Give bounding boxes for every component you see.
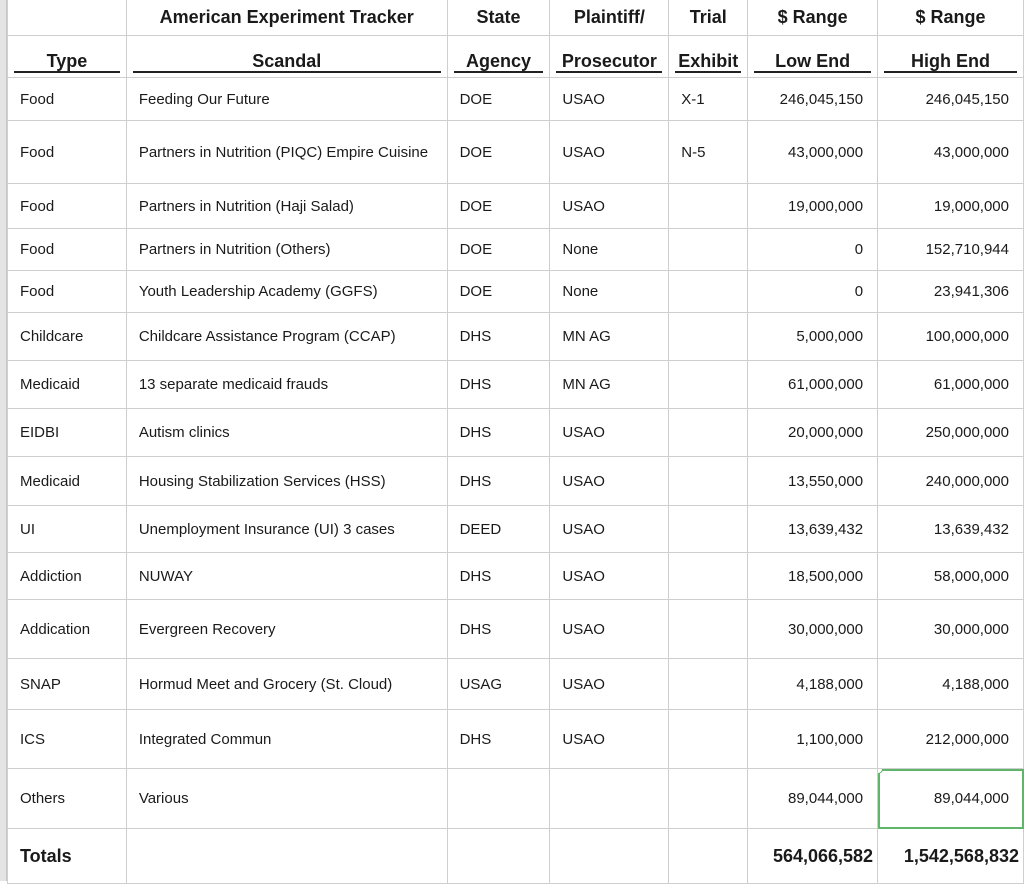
cell-exhibit[interactable] (669, 361, 748, 409)
header-cell[interactable]: Trial (669, 0, 748, 36)
cell-low-end[interactable]: 1,100,000 (748, 710, 878, 769)
cell-scandal[interactable]: NUWAY (126, 553, 447, 600)
cell-plaintiff[interactable]: None (550, 271, 669, 313)
cell-high-end[interactable]: 250,000,000 (878, 409, 1024, 457)
cell-high-end[interactable]: 23,941,306 (878, 271, 1024, 313)
cell-type[interactable]: Addiction (8, 553, 127, 600)
header-high-end[interactable] (878, 36, 1024, 78)
cell-type[interactable]: Food (8, 78, 127, 121)
cell-plaintiff[interactable]: USAO (550, 506, 669, 553)
header-label: Type (14, 51, 120, 73)
cell-exhibit[interactable] (669, 769, 748, 829)
cell-exhibit[interactable]: X-1 (669, 78, 748, 121)
cell-exhibit[interactable] (669, 600, 748, 659)
cell-exhibit[interactable] (669, 457, 748, 506)
table-row (8, 409, 1024, 457)
cell-low-end[interactable]: 18,500,000 (748, 553, 878, 600)
table-row (8, 553, 1024, 600)
cell-scandal[interactable]: Housing Stabilization Services (HSS) (126, 457, 447, 506)
cell-scandal[interactable]: Youth Leadership Academy (GGFS) (126, 271, 447, 313)
cell-scandal[interactable]: Integrated Commun (126, 710, 447, 769)
cell-exhibit[interactable] (669, 271, 748, 313)
cell-low-end[interactable]: 19,000,000 (748, 184, 878, 229)
cell-exhibit[interactable] (669, 409, 748, 457)
cell-scandal[interactable]: Partners in Nutrition (PIQC) Empire Cuisine (126, 121, 447, 184)
cell-high-end[interactable]: 240,000,000 (878, 457, 1024, 506)
header-label: Prosecutor (556, 51, 662, 73)
totals-label[interactable]: Totals (8, 829, 127, 884)
cell-plaintiff[interactable] (550, 769, 669, 829)
cell-type[interactable]: Addication (8, 600, 127, 659)
cell-high-end[interactable]: 19,000,000 (878, 184, 1024, 229)
cell-low-end[interactable]: 13,639,432 (748, 506, 878, 553)
tracker-table (7, 0, 1024, 884)
selected-cell-high-end[interactable]: 89,044,000 (878, 769, 1024, 829)
cell-exhibit[interactable] (669, 506, 748, 553)
cell-empty[interactable] (126, 829, 447, 884)
cell-low-end[interactable]: 61,000,000 (748, 361, 878, 409)
cell-agency[interactable]: DOE (447, 78, 550, 121)
table-row (8, 457, 1024, 506)
cell-agency[interactable]: DHS (447, 313, 550, 361)
table-row (8, 600, 1024, 659)
cell-agency[interactable]: DOE (447, 229, 550, 271)
cell-low-end[interactable]: 5,000,000 (748, 313, 878, 361)
totals-row (8, 829, 1024, 884)
cell-scandal[interactable]: Childcare Assistance Program (CCAP) (126, 313, 447, 361)
total-low-end[interactable]: 564,066,582 (748, 829, 878, 884)
cell-high-end[interactable]: 30,000,000 (878, 600, 1024, 659)
table-row (8, 121, 1024, 184)
header-prosecutor[interactable] (550, 36, 669, 78)
cell-scandal[interactable]: Autism clinics (126, 409, 447, 457)
cell-plaintiff[interactable]: MN AG (550, 361, 669, 409)
header-cell[interactable]: Plaintiff/ (550, 0, 669, 36)
selection-handle-icon[interactable] (878, 769, 884, 775)
header-label: High End (884, 51, 1017, 73)
cell-high-end[interactable]: 13,639,432 (878, 506, 1024, 553)
cell-exhibit[interactable] (669, 184, 748, 229)
cell-type[interactable]: ICS (8, 710, 127, 769)
cell-plaintiff[interactable]: USAO (550, 409, 669, 457)
cell-plaintiff[interactable]: USAO (550, 78, 669, 121)
cell-scandal[interactable]: Feeding Our Future (126, 78, 447, 121)
cell-exhibit[interactable]: N-5 (669, 121, 748, 184)
header-cell[interactable]: $ Range (878, 0, 1024, 36)
cell-type[interactable]: Others (8, 769, 127, 829)
cell-low-end[interactable]: 246,045,150 (748, 78, 878, 121)
cell-exhibit[interactable] (669, 313, 748, 361)
cell-low-end[interactable]: 13,550,000 (748, 457, 878, 506)
header-low-end[interactable] (748, 36, 878, 78)
header-cell[interactable]: $ Range (748, 0, 878, 36)
cell-scandal[interactable]: Evergreen Recovery (126, 600, 447, 659)
cell-low-end[interactable]: 89,044,000 (748, 769, 878, 829)
cell-agency[interactable] (447, 769, 550, 829)
cell-low-end[interactable]: 30,000,000 (748, 600, 878, 659)
cell-plaintiff[interactable]: USAO (550, 457, 669, 506)
header-exhibit[interactable] (669, 36, 748, 78)
table-row (8, 361, 1024, 409)
cell-low-end[interactable]: 4,188,000 (748, 659, 878, 710)
table-row (8, 659, 1024, 710)
cell-agency[interactable]: DHS (447, 600, 550, 659)
cell-plaintiff[interactable]: USAO (550, 121, 669, 184)
cell-high-end[interactable]: 61,000,000 (878, 361, 1024, 409)
cell-type[interactable]: Medicaid (8, 361, 127, 409)
cell-plaintiff[interactable]: MN AG (550, 313, 669, 361)
cell-low-end[interactable]: 20,000,000 (748, 409, 878, 457)
cell-agency[interactable]: DHS (447, 553, 550, 600)
cell-exhibit[interactable] (669, 229, 748, 271)
cell-empty[interactable] (447, 829, 550, 884)
cell-exhibit[interactable] (669, 659, 748, 710)
table-row (8, 313, 1024, 361)
cell-empty[interactable] (550, 829, 669, 884)
cell-agency[interactable]: DHS (447, 361, 550, 409)
cell-low-end[interactable]: 0 (748, 229, 878, 271)
header-agency[interactable] (447, 36, 550, 78)
table-row (8, 229, 1024, 271)
cell-type[interactable]: Food (8, 121, 127, 184)
table-title[interactable]: American Experiment Tracker (126, 0, 447, 36)
cell-type[interactable]: Childcare (8, 313, 127, 361)
header-label: Exhibit (675, 51, 741, 73)
table-row (8, 769, 1024, 829)
cell-plaintiff[interactable]: USAO (550, 659, 669, 710)
cell-type[interactable]: Food (8, 184, 127, 229)
cell-agency[interactable]: USAG (447, 659, 550, 710)
cell-exhibit[interactable] (669, 553, 748, 600)
cell-low-end[interactable]: 0 (748, 271, 878, 313)
cell-plaintiff[interactable]: USAO (550, 600, 669, 659)
cell-type[interactable]: UI (8, 506, 127, 553)
cell-exhibit[interactable] (669, 710, 748, 769)
cell-high-end[interactable]: 152,710,944 (878, 229, 1024, 271)
cell-high-end[interactable]: 58,000,000 (878, 553, 1024, 600)
cell-agency[interactable]: DHS (447, 457, 550, 506)
table-row (8, 710, 1024, 769)
cell-scandal[interactable]: Various (126, 769, 447, 829)
cell-scandal[interactable]: 13 separate medicaid frauds (126, 361, 447, 409)
header-row-2 (8, 36, 1024, 78)
header-type[interactable] (8, 36, 127, 78)
cell-agency[interactable]: DEED (447, 506, 550, 553)
header-scandal[interactable] (126, 36, 447, 78)
cell-scandal[interactable]: Unemployment Insurance (UI) 3 cases (126, 506, 447, 553)
cell-agency[interactable]: DOE (447, 271, 550, 313)
cell-high-end[interactable]: 246,045,150 (878, 78, 1024, 121)
cell-plaintiff[interactable]: USAO (550, 553, 669, 600)
cell-low-end[interactable]: 43,000,000 (748, 121, 878, 184)
cell-high-end[interactable]: 212,000,000 (878, 710, 1024, 769)
header-label: Scandal (133, 51, 441, 73)
cell-high-end[interactable]: 4,188,000 (878, 659, 1024, 710)
header-cell[interactable] (8, 0, 127, 36)
table-row (8, 184, 1024, 229)
cell-type[interactable]: Medicaid (8, 457, 127, 506)
cell-scandal[interactable]: Hormud Meet and Grocery (St. Cloud) (126, 659, 447, 710)
cell-agency[interactable]: DOE (447, 121, 550, 184)
cell-type[interactable]: SNAP (8, 659, 127, 710)
cell-plaintiff[interactable]: None (550, 229, 669, 271)
cell-type[interactable]: EIDBI (8, 409, 127, 457)
header-label: Low End (754, 51, 871, 73)
cell-plaintiff[interactable]: USAO (550, 184, 669, 229)
table-row (8, 506, 1024, 553)
cell-type[interactable]: Food (8, 229, 127, 271)
cell-scandal[interactable]: Partners in Nutrition (Haji Salad) (126, 184, 447, 229)
cell-scandal[interactable]: Partners in Nutrition (Others) (126, 229, 447, 271)
cell-type[interactable]: Food (8, 271, 127, 313)
cell-agency[interactable]: DHS (447, 409, 550, 457)
cell-high-end[interactable]: 100,000,000 (878, 313, 1024, 361)
header-row-1 (8, 0, 1024, 36)
table-row (8, 271, 1024, 313)
row-header-gutter (0, 0, 7, 881)
cell-empty[interactable] (669, 829, 748, 884)
cell-agency[interactable]: DOE (447, 184, 550, 229)
table-row (8, 78, 1024, 121)
header-label: Agency (454, 51, 544, 73)
cell-plaintiff[interactable]: USAO (550, 710, 669, 769)
cell-high-end[interactable]: 43,000,000 (878, 121, 1024, 184)
header-cell[interactable]: State (447, 0, 550, 36)
cell-agency[interactable]: DHS (447, 710, 550, 769)
total-high-end[interactable]: 1,542,568,832 (878, 829, 1024, 884)
